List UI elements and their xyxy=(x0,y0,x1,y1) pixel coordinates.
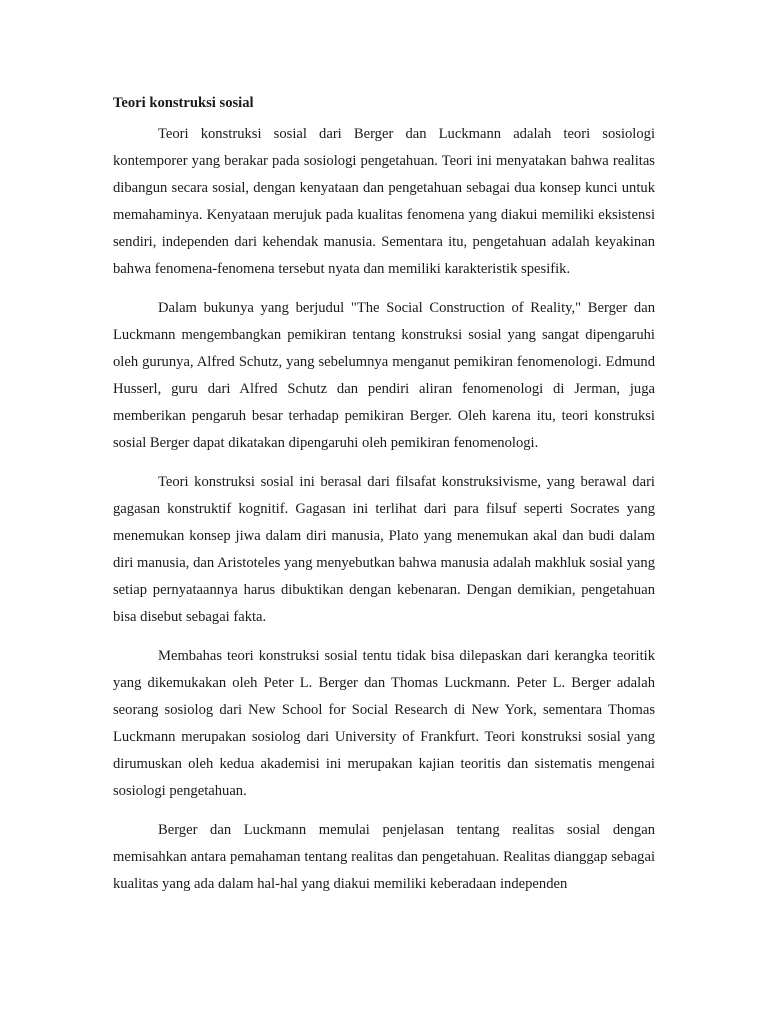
document-title: Teori konstruksi sosial xyxy=(113,95,254,111)
paragraph-5: Berger dan Luckmann memulai penjelasan tentang realitas sosial dengan memisahkan antara pemahaman tentang realitas dan pengetahuan. Realitas dianggap sebagai kualitas yang ada dalam hal-hal yang diakui memiliki keberadaan independen xyxy=(113,822,655,892)
paragraph-3: Teori konstruksi sosial ini berasal dari filsafat konstruksivisme, yang berawal dari gagasan konstruktif kognitif. Gagasan ini terlihat dari para filsuf seperti Socrates yang menemukan konsep jiwa dalam diri manusia, Plato yang menemukan akal dan budi dalam diri manusia, dan Aristoteles yang menyebutkan bahwa manusia adalah makhluk sosial yang setiap pernyataannya harus dibuktikan dengan kebenaran. Dengan demikian, pengetahuan bisa disebut sebagai fakta. xyxy=(113,474,655,625)
paragraph-4: Membahas teori konstruksi sosial tentu tidak bisa dilepaskan dari kerangka teoritik yang dikemukakan oleh Peter L. Berger dan Thomas Luckmann. Peter L. Berger adalah seorang sosiolog dari New School for Social Research di New York, sementara Thomas Luckmann merupakan sosiolog dari University of Frankfurt. Teori konstruksi sosial yang dirumuskan oleh kedua akademisi ini merupakan kajian teoritis dan sistematis mengenai sosiologi pengetahuan. xyxy=(113,648,655,799)
paragraph-1: Teori konstruksi sosial dari Berger dan Luckmann adalah teori sosiologi kontemporer yang berakar pada sosiologi pengetahuan. Teori ini menyatakan bahwa realitas dibangun secara sosial, dengan kenyataan dan pengetahuan sebagai dua konsep kunci untuk memahaminya. Kenyataan merujuk pada kualitas fenomena yang diakui memiliki eksistensi sendiri, independen dari kehendak manusia. Sementara itu, pengetahuan adalah keyakinan bahwa fenomena-fenomena tersebut nyata dan memiliki karakteristik spesifik. xyxy=(113,126,655,277)
document-page xyxy=(113,91,655,910)
paragraph-2: Dalam bukunya yang berjudul "The Social Construction of Reality," Berger dan Luckmann mengembangkan pemikiran tentang konstruksi sosial yang sangat dipengaruhi oleh gurunya, Alfred Schutz, yang sebelumnya menganut pemikiran fenomenologi. Edmund Husserl, guru dari Alfred Schutz dan pendiri aliran fenomenologi di Jerman, juga memberikan pengaruh besar terhadap pemikiran Berger. Oleh karena itu, teori konstruksi sosial Berger dapat dikatakan dipengaruhi oleh pemikiran fenomenologi. xyxy=(113,300,655,451)
